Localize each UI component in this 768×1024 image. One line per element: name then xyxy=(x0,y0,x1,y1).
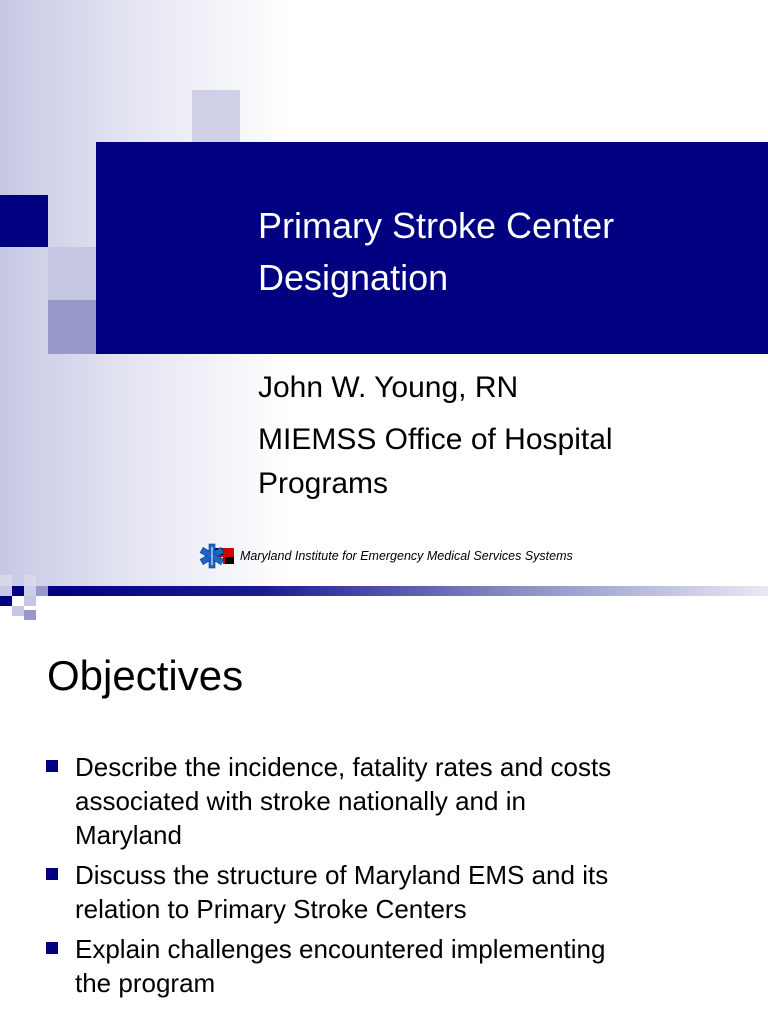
bullet-line: Discuss the structure of Maryland EMS and its xyxy=(75,860,609,890)
deco-small-square xyxy=(0,596,12,606)
objectives-list xyxy=(42,750,742,1006)
square-bullet-icon xyxy=(46,868,58,880)
deco-small-square xyxy=(12,586,24,596)
deco-small-square xyxy=(12,606,24,616)
list-item xyxy=(42,932,742,1000)
deco-small-square xyxy=(0,575,12,586)
bullet-line: Describe the incidence, fatality rates and costs xyxy=(75,752,612,782)
bullet-line: the program xyxy=(75,968,216,998)
list-item xyxy=(42,750,742,852)
bullet-line: Maryland xyxy=(75,820,182,850)
deco-square xyxy=(192,90,240,142)
deco-small-square xyxy=(24,575,36,586)
presenter-name xyxy=(258,366,518,410)
title-line: Primary Stroke Center xyxy=(258,205,615,246)
slide-title-text xyxy=(258,200,758,304)
star-of-life-maryland-flag-icon xyxy=(198,542,238,570)
left-navy-bar xyxy=(0,195,48,247)
list-item xyxy=(42,858,742,926)
presenter-text: John W. Young, RN xyxy=(258,371,519,404)
deco-small-square xyxy=(36,586,48,596)
objectives-heading: Objectives xyxy=(47,652,244,699)
bullet-line: associated with stroke nationally and in xyxy=(75,786,526,816)
square-bullet-icon xyxy=(46,760,58,772)
bullet-line: relation to Primary Stroke Centers xyxy=(75,894,467,924)
organization-logo xyxy=(198,542,573,570)
deco-small-square xyxy=(24,610,36,620)
deco-small-square xyxy=(24,596,36,606)
office-name xyxy=(258,418,613,506)
office-line: MIEMSS Office of Hospital xyxy=(258,423,613,456)
bullet-line: Explain challenges encountered implementing xyxy=(75,934,606,964)
slide-objectives xyxy=(0,596,768,1024)
office-line: Programs xyxy=(258,467,389,500)
square-bullet-icon xyxy=(46,942,58,954)
deco-square xyxy=(48,300,96,354)
deco-square xyxy=(48,247,96,300)
logo-caption: Maryland Institute for Emergency Medical Services Systems xyxy=(240,549,573,563)
bottom-gradient-bar xyxy=(48,586,768,596)
title-line: Designation xyxy=(258,257,449,298)
